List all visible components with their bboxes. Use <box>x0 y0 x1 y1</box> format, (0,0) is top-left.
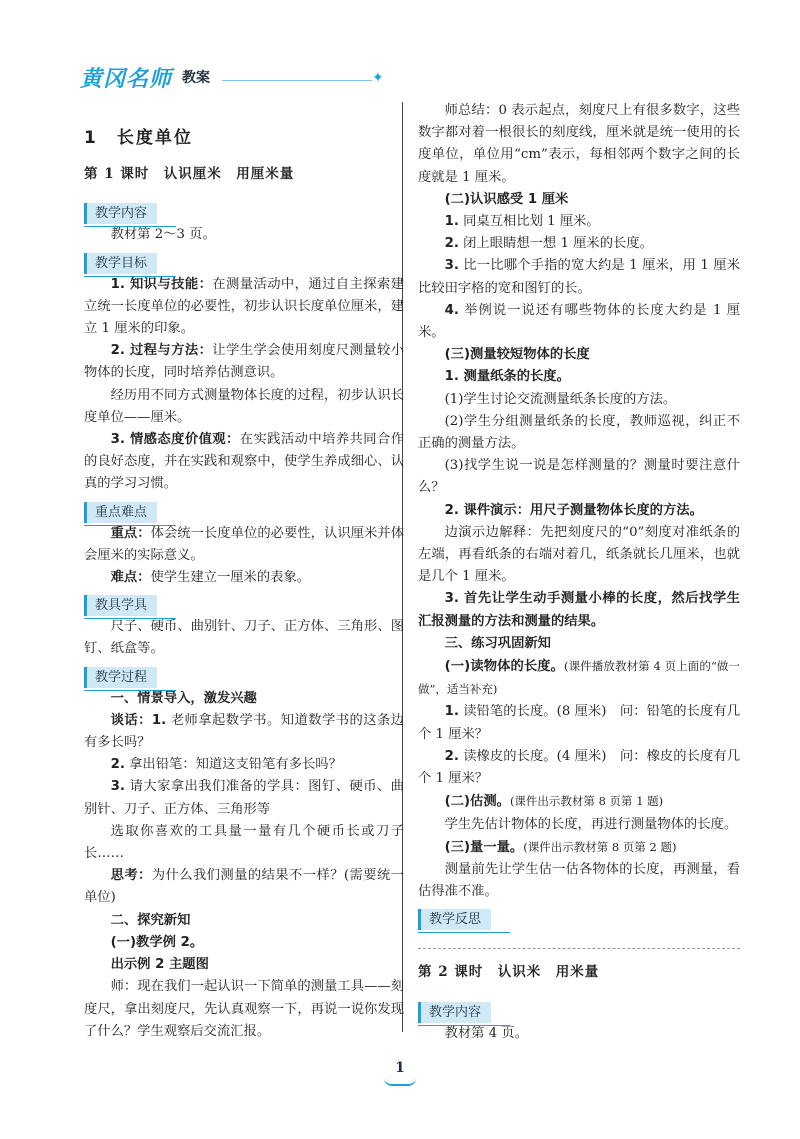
talk-3-num: 3. <box>110 779 125 795</box>
exercise-3-text: 测量前先让学生估一估各物体的长度，再测量，看估得准不准。 <box>418 861 740 900</box>
tools-text: 尺子、硬币、曲别针、刀子、正方体、三角形、图钉、纸盒等。 <box>84 619 404 657</box>
difficulty-text: 使学生建立一厘米的表象。 <box>150 570 311 586</box>
exercise-1 <box>418 655 740 701</box>
section-2-title: (二)认识感受 1 厘米 <box>444 191 569 207</box>
chapter-title: 1 长度单位 <box>84 128 193 148</box>
page-number-text: 1 <box>395 1060 405 1076</box>
exercise-1-2-num: 2. <box>444 748 459 764</box>
header-rule <box>222 80 372 81</box>
exercise-3 <box>418 836 740 859</box>
think-label: 思考： <box>110 868 152 884</box>
show-example: 出示例 2 主题图 <box>110 957 209 973</box>
s3-item-1a: (1)学生讨论交流测量纸条长度的方法。 <box>444 391 677 407</box>
right-column <box>418 100 740 1045</box>
s3-item-1c: (3)找学生说一说是怎样测量的？测量时要注意什么？ <box>418 458 740 496</box>
difficulty <box>84 567 404 589</box>
key-label: 重点： <box>110 525 151 541</box>
exercise-1-2 <box>418 746 740 790</box>
tag-wrap <box>84 496 404 523</box>
s2-item-2-text: 闭上眼睛想一想 1 厘米的长度。 <box>458 236 653 252</box>
s3-item-3: 3. 首先让学生动手测量小棒的长度，然后找学生汇报测量的方法和测量的结果。 <box>418 591 740 629</box>
s2-item-2-num: 2. <box>444 236 459 252</box>
dashed-divider <box>418 948 740 949</box>
s3-item-2-text: 边演示边解释：先把刻度尺的“0”刻度对准纸条的左端，再看纸条的右端对着几，纸条就长几厘米，也就是几个 1 厘米。 <box>418 524 740 585</box>
section-tag-reflection: 教学反思 <box>418 909 491 930</box>
content-2-text: 教材第 4 页。 <box>444 1025 528 1041</box>
talk-1 <box>84 710 404 754</box>
page-number-ornament <box>384 1078 416 1086</box>
exercise-1-label: (一)读物体的长度。 <box>444 659 565 675</box>
section-tag-process: 教学过程 <box>84 667 157 688</box>
process-heading-2: 二、探究新知 <box>110 912 191 928</box>
section-tag-content: 教学内容 <box>84 203 157 224</box>
s2-item-4-num: 4. <box>444 302 459 318</box>
s2-item-1 <box>418 211 740 233</box>
process-heading-1: 一、情景导入，激发兴趣 <box>110 690 257 706</box>
summary-text: 师总结：0 表示起点，刻度尺上有很多数字，这些数字都对着一根很长的刻度线，厘米就是统一使用的长度单位，单位用“cm”表示，每相邻两个数字之间的长度就是 1 厘米。 <box>418 103 740 185</box>
goal-2-label: 2. 过程与方法： <box>110 343 213 359</box>
page-header <box>80 62 384 94</box>
exercise-1-1 <box>418 701 740 745</box>
section-tag-tools: 教具学具 <box>84 595 157 616</box>
s3-item-1b: (2)学生分组测量纸条的长度，教师巡视，纠正不正确的测量方法。 <box>418 413 740 452</box>
talk-2 <box>84 754 404 776</box>
exercise-1-note: (课件播放教材第 4 页上面的“做一做”，适当补充) <box>418 659 741 697</box>
exercise-2 <box>418 790 740 813</box>
section-tag-goals: 教学目标 <box>84 253 157 274</box>
left-column <box>84 118 404 1043</box>
exercise-1-2-text: 读橡皮的长度。(4 厘米) 问：橡皮的长度有几个 1 厘米？ <box>418 748 740 787</box>
goal-3-label: 3. 情感态度价值观： <box>110 432 240 448</box>
section-tag-content-2: 教学内容 <box>418 1002 491 1023</box>
tag-wrap <box>84 661 404 688</box>
goal-1-label: 1. 知识与技能： <box>110 276 213 292</box>
difficulty-label: 难点： <box>110 570 151 586</box>
lesson-2-title: 第 2 课时 认识米 用米量 <box>418 964 600 981</box>
tag-wrap <box>84 197 404 224</box>
talk-1-text: 老师拿起数学书。知道数学书的这条边有多长吗？ <box>84 712 404 751</box>
tag-wrap <box>84 589 404 616</box>
lesson-1-title: 第 1 课时 认识厘米 用厘米量 <box>84 166 295 183</box>
talk-3-text: 请大家拿出我们准备的学具：图钉、硬币、曲别针、刀子、正方体、三角形等 <box>84 779 404 817</box>
talk-label: 谈话： <box>110 712 152 728</box>
s2-item-3-text: 比一比哪个手指的宽大约是 1 厘米，用 1 厘米比较田字格的宽和图钉的长。 <box>418 258 740 296</box>
brand-logo: 黄冈名师 <box>80 67 173 92</box>
key-text: 体会统一长度单位的必要性，认识厘米并体会厘米的实际意义。 <box>84 525 404 563</box>
goal-1-text: 在测量活动中，通过自主探索建立统一长度单位的必要性，初步认识长度单位厘米，建立 1 厘米的印象。 <box>84 276 404 337</box>
s3-item-2: 2. 课件演示：用尺子测量物体长度的方法。 <box>444 502 703 518</box>
tag-wrap <box>418 903 740 930</box>
goal-2-extra: 经历用不同方式测量物体长度的过程，初步认识长度单位——厘米。 <box>84 387 404 425</box>
choose-text: 选取你喜欢的工具量一量有几个硬币长或刀子长…… <box>84 823 404 862</box>
s2-item-4-text: 举例说一说还有哪些物体的长度大约是 1 厘米。 <box>418 302 740 341</box>
star-icon: ✦ <box>372 70 384 86</box>
goal-3 <box>84 429 404 496</box>
header-subtitle: 教案 <box>182 70 210 86</box>
page-number <box>384 1060 416 1076</box>
exercise-1-1-num: 1. <box>444 704 459 720</box>
section-3-title: (三)测量较短物体的长度 <box>444 347 590 363</box>
tag-wrap <box>84 247 404 274</box>
s2-item-1-num: 1. <box>444 214 459 230</box>
talk-2-num: 2. <box>110 757 125 773</box>
exercise-1-1-text: 读铅笔的长度。(8 厘米) 问：铅笔的长度有几个 1 厘米？ <box>418 704 740 742</box>
think <box>84 865 404 909</box>
s2-item-3-num: 3. <box>444 258 459 274</box>
teacher-text: 师：现在我们一起认识一下简单的测量工具——刻度尺，拿出刻度尺，先认真观察一下，再说一说你发现了什么？学生观察后交流汇报。 <box>84 979 404 1039</box>
tag-wrap <box>418 996 740 1023</box>
exercise-2-label: (二)估测。 <box>444 794 510 810</box>
s2-item-3 <box>418 255 740 299</box>
s2-item-4 <box>418 300 740 344</box>
s3-item-1: 1. 测量纸条的长度。 <box>444 369 570 385</box>
key-point <box>84 523 404 567</box>
exercise-3-label: (三)量一量。 <box>444 839 524 855</box>
talk-1-num: 1. <box>151 712 167 728</box>
process-heading-3: 三、练习巩固新知 <box>444 635 551 651</box>
exercise-3-note: (课件出示教材第 8 页第 2 题) <box>523 839 677 854</box>
think-text: 为什么我们测量的结果不一样？(需要统一单位) <box>84 868 405 906</box>
content-text: 教材第 2～3 页。 <box>110 227 216 243</box>
goal-1 <box>84 274 404 341</box>
exercise-2-note: (课件出示教材第 8 页第 1 题) <box>509 794 664 809</box>
talk-2-text: 拿出铅笔：知道这支铅笔有多长吗？ <box>124 757 342 773</box>
s2-item-2 <box>418 233 740 255</box>
process-heading-2-1: (一)教学例 2。 <box>110 934 204 950</box>
section-tag-key-points: 重点难点 <box>84 502 157 523</box>
goal-2-text: 让学生学会使用刻度尺测量较小物体的长度，同时培养估测意识。 <box>84 343 404 381</box>
exercise-2-text: 学生先估计物体的长度，再进行测量物体的长度。 <box>444 816 738 832</box>
goal-3-text: 在实践活动中培养共同合作的良好态度，并在实践和观察中，使学生养成细心、认真的学习习惯。 <box>84 432 405 492</box>
talk-3 <box>84 776 404 820</box>
goal-2 <box>84 340 404 384</box>
s2-item-1-text: 同桌互相比划 1 厘米。 <box>458 214 600 230</box>
